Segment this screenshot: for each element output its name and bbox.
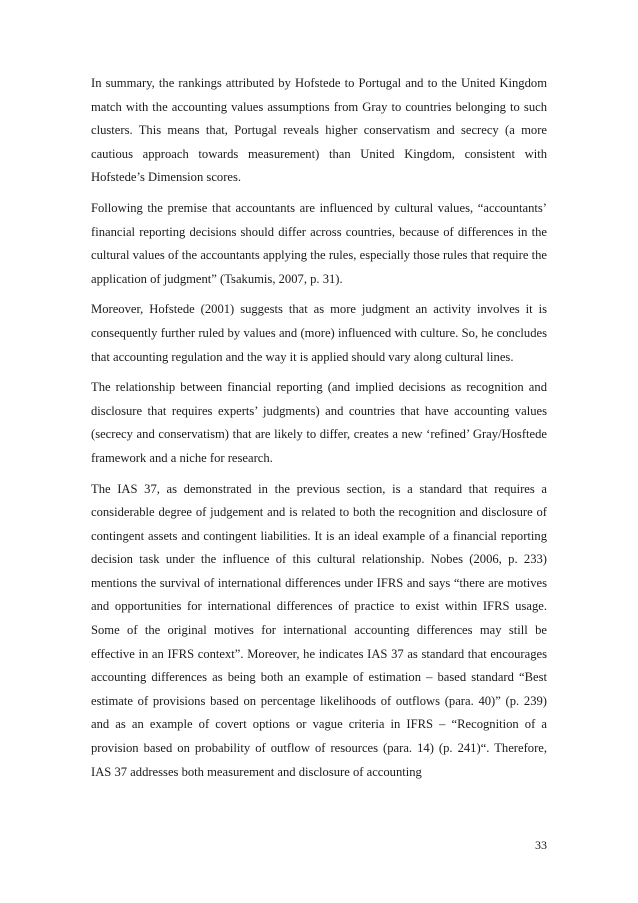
paragraph-relationship: The relationship between financial reporting (and implied decisions as recognition and disclosure that requires experts’ judgments) and countries that have accounting values (secrecy and conservatism) that are likely to differ, creates a new ‘refined’ Gray/Hosftede framework and a niche for research.: [91, 380, 547, 465]
page-number: 33: [535, 838, 547, 852]
paragraph-premise: Following the premise that accountants are influenced by cultural values, “accountants’ financial reporting decisions should differ across countries, because of differences in the cultural values of the accountants applying the rules, especially those rules that require the application of judgment” (Tsakumis, 2007, p. 31).: [91, 200, 547, 286]
paragraph-summary: In summary, the rankings attributed by Hofstede to Portugal and to the United Kingdom match with the accounting values assumptions from Gray to countries belonging to such clusters. This means that, Portugal reveals higher conservatism and secrecy (a more cautious approach towards measurement) than United Kingdom, consistent with Hofstede’s Dimension scores.: [91, 76, 547, 185]
paragraph-hofstede: Moreover, Hofstede (2001) suggests that as more judgment an activity involves it is consequently further ruled by values and (more) influenced with culture. So, he concludes that accounting regulation and the way it is applied should vary along cultural lines.: [91, 302, 547, 364]
body-text: [91, 72, 547, 791]
paragraph-ias37: The IAS 37, as demonstrated in the previous section, is a standard that requires a considerable degree of judgement and is related to both the recognition and disclosure of contingent assets and contingent liabilities. It is an ideal example of a financial reporting decision task under the influence of this cultural relationship. Nobes (2006, p. 233) mentions the survival of international differences under IFRS and says “there are motives and opportunities for international differences of practice to exist within IFRS usage. Some of the original motives for international accounting differences may still be effective in an IFRS context”. Moreover, he indicates IAS 37 as standard that encourages accounting differences as being both an example of estimation – based standard “Best estimate of provisions based on percentage likelihoods of outflows (para. 40)” (p. 239) and as an example of covert options or vague criteria in IFRS – “Recognition of a provision based on probability of outflow of resources (para. 14) (p. 241)“. Therefore, IAS 37 addresses both measurement and disclosure of accounting: [91, 481, 547, 779]
